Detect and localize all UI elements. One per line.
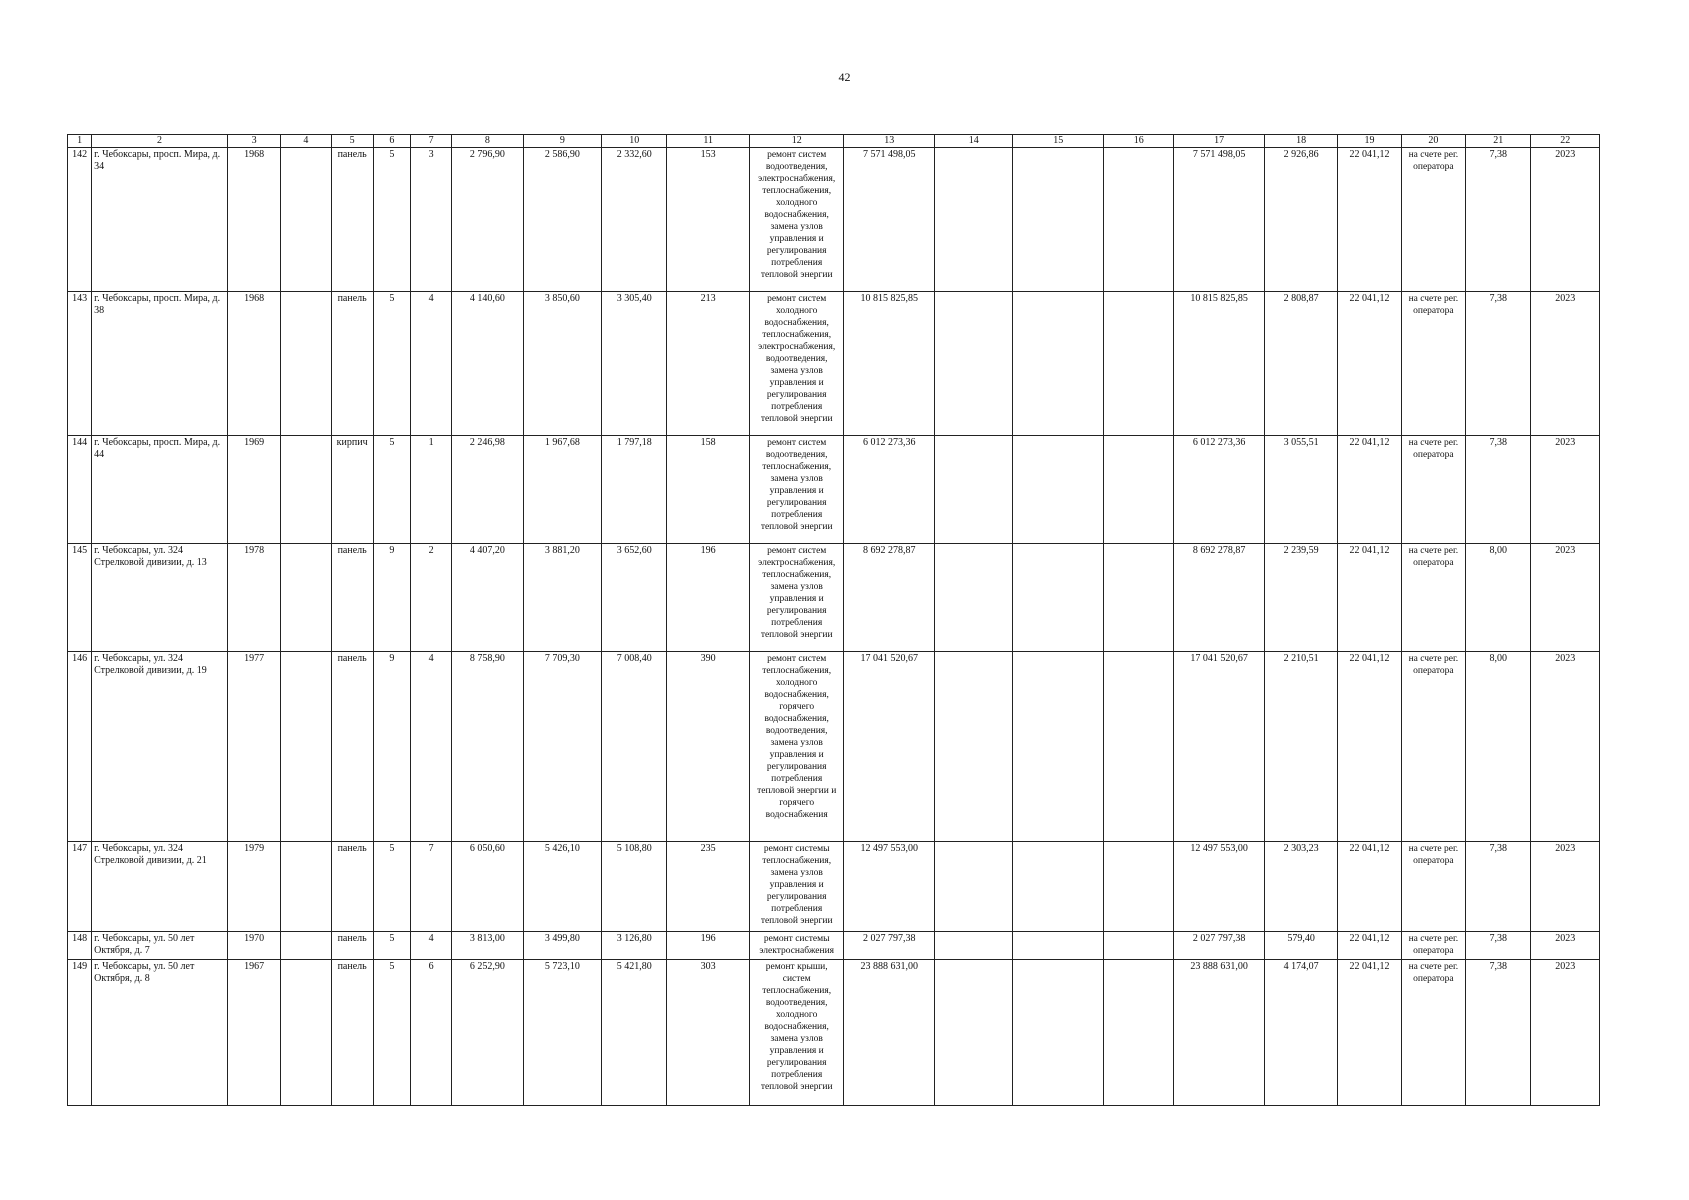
cell-cost: 6 012 273,36	[844, 436, 935, 544]
cell-area-total: 8 758,90	[452, 652, 523, 842]
cell-c15	[1013, 842, 1104, 932]
repair-register-table	[67, 134, 1600, 1106]
cell-year: 1968	[227, 148, 280, 292]
cell-n: 142	[68, 148, 92, 292]
table-row	[68, 544, 1600, 652]
cell-c17: 10 815 825,85	[1174, 292, 1265, 436]
cell-c15	[1013, 652, 1104, 842]
cell-works: ремонт систем водоотведения, электроснабжения, теплоснабжения, холодного водоснабжения, замена узлов управления и регулирования потребления тепловой энергии	[749, 148, 844, 292]
cell-cost: 2 027 797,38	[844, 932, 935, 960]
table-row	[68, 960, 1600, 1106]
cell-fund: на счете рег. оператора	[1401, 652, 1465, 842]
cell-material: кирпич	[331, 436, 373, 544]
cell-entrances: 4	[410, 292, 451, 436]
cell-c15	[1013, 436, 1104, 544]
cell-entrances: 6	[410, 960, 451, 1106]
column-header-16: 16	[1103, 135, 1173, 148]
cell-residents: 303	[667, 960, 749, 1106]
cell-area-total: 6 252,90	[452, 960, 523, 1106]
column-header-21: 21	[1466, 135, 1531, 148]
cell-entrances: 4	[410, 652, 451, 842]
cell-works: ремонт системы электроснабжения	[749, 932, 844, 960]
column-header-4: 4	[281, 135, 331, 148]
column-header-3: 3	[227, 135, 280, 148]
cell-c17: 7 571 498,05	[1174, 148, 1265, 292]
cell-material: панель	[331, 932, 373, 960]
cell-cost: 7 571 498,05	[844, 148, 935, 292]
cell-c21: 7,38	[1466, 842, 1531, 932]
cell-address: г. Чебоксары, ул. 324 Стрелковой дивизии, д. 21	[92, 842, 228, 932]
cell-area-b: 2 332,60	[602, 148, 667, 292]
cell-term: 2023	[1531, 544, 1600, 652]
cell-area-b: 3 305,40	[602, 292, 667, 436]
cell-floors: 9	[373, 544, 410, 652]
cell-entrances: 4	[410, 932, 451, 960]
cell-residents: 390	[667, 652, 749, 842]
cell-c16	[1103, 932, 1173, 960]
cell-c16	[1103, 148, 1173, 292]
cell-c16	[1103, 436, 1173, 544]
cell-c14	[935, 932, 1013, 960]
cell-fund: на счете рег. оператора	[1401, 292, 1465, 436]
cell-area-b: 5 421,80	[602, 960, 667, 1106]
cell-limit: 22 041,12	[1338, 842, 1401, 932]
cell-area-a: 1 967,68	[523, 436, 601, 544]
cell-cost: 10 815 825,85	[844, 292, 935, 436]
column-header-6: 6	[373, 135, 410, 148]
cell-c14	[935, 292, 1013, 436]
cell-term: 2023	[1531, 292, 1600, 436]
cell-fund: на счете рег. оператора	[1401, 932, 1465, 960]
cell-c16	[1103, 544, 1173, 652]
cell-material: панель	[331, 842, 373, 932]
cell-works: ремонт систем электроснабжения, теплоснабжения, замена узлов управления и регулирования потребления тепловой энергии	[749, 544, 844, 652]
cell-area-a: 3 850,60	[523, 292, 601, 436]
cell-term: 2023	[1531, 842, 1600, 932]
cell-residents: 196	[667, 544, 749, 652]
table-row	[68, 148, 1600, 292]
cell-year: 1978	[227, 544, 280, 652]
cell-c15	[1013, 148, 1104, 292]
cell-unit-cost: 2 926,86	[1264, 148, 1337, 292]
column-header-11: 11	[667, 135, 749, 148]
column-header-22: 22	[1531, 135, 1600, 148]
cell-area-b: 7 008,40	[602, 652, 667, 842]
cell-c4	[281, 148, 331, 292]
cell-unit-cost: 2 239,59	[1264, 544, 1337, 652]
cell-fund: на счете рег. оператора	[1401, 544, 1465, 652]
page-number: 42	[838, 70, 851, 84]
cell-entrances: 3	[410, 148, 451, 292]
table-row	[68, 652, 1600, 842]
cell-floors: 5	[373, 960, 410, 1106]
cell-floors: 9	[373, 652, 410, 842]
cell-c4	[281, 652, 331, 842]
cell-address: г. Чебоксары, просп. Мира, д. 44	[92, 436, 228, 544]
cell-area-b: 3 652,60	[602, 544, 667, 652]
cell-n: 146	[68, 652, 92, 842]
column-header-7: 7	[410, 135, 451, 148]
cell-limit: 22 041,12	[1338, 652, 1401, 842]
cell-address: г. Чебоксары, ул. 324 Стрелковой дивизии, д. 13	[92, 544, 228, 652]
cell-term: 2023	[1531, 652, 1600, 842]
cell-address: г. Чебоксары, ул. 324 Стрелковой дивизии, д. 19	[92, 652, 228, 842]
cell-cost: 12 497 553,00	[844, 842, 935, 932]
cell-c16	[1103, 292, 1173, 436]
cell-c17: 17 041 520,67	[1174, 652, 1265, 842]
cell-unit-cost: 579,40	[1264, 932, 1337, 960]
cell-works: ремонт систем водоотведения, теплоснабжения, замена узлов управления и регулирования потребления тепловой энергии	[749, 436, 844, 544]
column-header-19: 19	[1338, 135, 1401, 148]
cell-c15	[1013, 544, 1104, 652]
cell-address: г. Чебоксары, ул. 50 лет Октября, д. 7	[92, 932, 228, 960]
cell-cost: 23 888 631,00	[844, 960, 935, 1106]
cell-c16	[1103, 652, 1173, 842]
column-header-5: 5	[331, 135, 373, 148]
cell-c14	[935, 652, 1013, 842]
column-header-13: 13	[844, 135, 935, 148]
cell-c4	[281, 544, 331, 652]
cell-c17: 6 012 273,36	[1174, 436, 1265, 544]
cell-residents: 235	[667, 842, 749, 932]
cell-area-b: 5 108,80	[602, 842, 667, 932]
cell-term: 2023	[1531, 960, 1600, 1106]
cell-works: ремонт систем теплоснабжения, холодного водоснабжения, горячего водоснабжения, водоотведения, замена узлов управления и регулирования потребления тепловой энергии и горячего водоснабжения	[749, 652, 844, 842]
cell-area-total: 3 813,00	[452, 932, 523, 960]
cell-material: панель	[331, 652, 373, 842]
cell-year: 1967	[227, 960, 280, 1106]
cell-floors: 5	[373, 292, 410, 436]
cell-address: г. Чебоксары, ул. 50 лет Октября, д. 8	[92, 960, 228, 1106]
column-header-8: 8	[452, 135, 523, 148]
cell-area-a: 5 723,10	[523, 960, 601, 1106]
cell-year: 1970	[227, 932, 280, 960]
cell-address: г. Чебоксары, просп. Мира, д. 34	[92, 148, 228, 292]
cell-c16	[1103, 960, 1173, 1106]
cell-limit: 22 041,12	[1338, 932, 1401, 960]
cell-area-total: 4 140,60	[452, 292, 523, 436]
cell-material: панель	[331, 544, 373, 652]
cell-c14	[935, 960, 1013, 1106]
cell-unit-cost: 2 210,51	[1264, 652, 1337, 842]
cell-c21: 7,38	[1466, 148, 1531, 292]
cell-area-b: 3 126,80	[602, 932, 667, 960]
cell-entrances: 1	[410, 436, 451, 544]
cell-fund: на счете рег. оператора	[1401, 960, 1465, 1106]
cell-works: ремонт крыши, систем теплоснабжения, водоотведения, холодного водоснабжения, замена узлов управления и регулирования потребления тепловой энергии	[749, 960, 844, 1106]
cell-material: панель	[331, 960, 373, 1106]
cell-unit-cost: 2 808,87	[1264, 292, 1337, 436]
cell-n: 144	[68, 436, 92, 544]
cell-c15	[1013, 960, 1104, 1106]
cell-limit: 22 041,12	[1338, 544, 1401, 652]
column-header-18: 18	[1264, 135, 1337, 148]
cell-c17: 12 497 553,00	[1174, 842, 1265, 932]
cell-c14	[935, 544, 1013, 652]
cell-unit-cost: 2 303,23	[1264, 842, 1337, 932]
cell-c4	[281, 960, 331, 1106]
cell-c4	[281, 436, 331, 544]
cell-year: 1979	[227, 842, 280, 932]
cell-c15	[1013, 932, 1104, 960]
cell-limit: 22 041,12	[1338, 436, 1401, 544]
cell-residents: 196	[667, 932, 749, 960]
cell-area-a: 3 499,80	[523, 932, 601, 960]
column-header-2: 2	[92, 135, 228, 148]
column-number-row	[68, 135, 1600, 148]
cell-fund: на счете рег. оператора	[1401, 436, 1465, 544]
cell-c4	[281, 932, 331, 960]
column-header-10: 10	[602, 135, 667, 148]
column-header-20: 20	[1401, 135, 1465, 148]
cell-residents: 158	[667, 436, 749, 544]
cell-area-b: 1 797,18	[602, 436, 667, 544]
table-row	[68, 436, 1600, 544]
cell-residents: 153	[667, 148, 749, 292]
column-header-1: 1	[68, 135, 92, 148]
cell-c14	[935, 148, 1013, 292]
cell-material: панель	[331, 148, 373, 292]
cell-fund: на счете рег. оператора	[1401, 842, 1465, 932]
cell-floors: 5	[373, 932, 410, 960]
cell-area-a: 2 586,90	[523, 148, 601, 292]
cell-n: 145	[68, 544, 92, 652]
cell-c14	[935, 842, 1013, 932]
cell-floors: 5	[373, 436, 410, 544]
column-header-9: 9	[523, 135, 601, 148]
cell-cost: 8 692 278,87	[844, 544, 935, 652]
cell-n: 147	[68, 842, 92, 932]
cell-n: 143	[68, 292, 92, 436]
cell-area-total: 2 246,98	[452, 436, 523, 544]
column-header-15: 15	[1013, 135, 1104, 148]
cell-address: г. Чебоксары, просп. Мира, д. 38	[92, 292, 228, 436]
column-header-12: 12	[749, 135, 844, 148]
cell-term: 2023	[1531, 436, 1600, 544]
column-header-14: 14	[935, 135, 1013, 148]
cell-unit-cost: 3 055,51	[1264, 436, 1337, 544]
cell-fund: на счете рег. оператора	[1401, 148, 1465, 292]
cell-limit: 22 041,12	[1338, 960, 1401, 1106]
cell-year: 1977	[227, 652, 280, 842]
cell-c21: 7,38	[1466, 292, 1531, 436]
table-row	[68, 292, 1600, 436]
cell-area-total: 4 407,20	[452, 544, 523, 652]
cell-area-total: 2 796,90	[452, 148, 523, 292]
cell-n: 148	[68, 932, 92, 960]
cell-year: 1969	[227, 436, 280, 544]
cell-residents: 213	[667, 292, 749, 436]
cell-c21: 7,38	[1466, 436, 1531, 544]
cell-works: ремонт систем холодного водоснабжения, теплоснабжения, электроснабжения, водоотведения, замена узлов управления и регулирования потребления тепловой энергии	[749, 292, 844, 436]
cell-c21: 8,00	[1466, 544, 1531, 652]
cell-c17: 8 692 278,87	[1174, 544, 1265, 652]
cell-c17: 23 888 631,00	[1174, 960, 1265, 1106]
cell-works: ремонт системы теплоснабжения, замена узлов управления и регулирования потребления тепловой энергии	[749, 842, 844, 932]
cell-c14	[935, 436, 1013, 544]
cell-c21: 8,00	[1466, 652, 1531, 842]
cell-unit-cost: 4 174,07	[1264, 960, 1337, 1106]
cell-year: 1968	[227, 292, 280, 436]
cell-limit: 22 041,12	[1338, 148, 1401, 292]
table-row	[68, 932, 1600, 960]
cell-c4	[281, 292, 331, 436]
cell-term: 2023	[1531, 932, 1600, 960]
cell-c15	[1013, 292, 1104, 436]
cell-area-a: 7 709,30	[523, 652, 601, 842]
cell-c21: 7,38	[1466, 932, 1531, 960]
cell-area-a: 5 426,10	[523, 842, 601, 932]
cell-c17: 2 027 797,38	[1174, 932, 1265, 960]
cell-area-a: 3 881,20	[523, 544, 601, 652]
cell-c21: 7,38	[1466, 960, 1531, 1106]
column-header-17: 17	[1174, 135, 1265, 148]
cell-cost: 17 041 520,67	[844, 652, 935, 842]
cell-material: панель	[331, 292, 373, 436]
cell-entrances: 7	[410, 842, 451, 932]
cell-c4	[281, 842, 331, 932]
cell-floors: 5	[373, 842, 410, 932]
table-row	[68, 842, 1600, 932]
cell-limit: 22 041,12	[1338, 292, 1401, 436]
cell-term: 2023	[1531, 148, 1600, 292]
cell-entrances: 2	[410, 544, 451, 652]
cell-n: 149	[68, 960, 92, 1106]
cell-floors: 5	[373, 148, 410, 292]
table-body	[68, 148, 1600, 1106]
cell-c16	[1103, 842, 1173, 932]
cell-area-total: 6 050,60	[452, 842, 523, 932]
